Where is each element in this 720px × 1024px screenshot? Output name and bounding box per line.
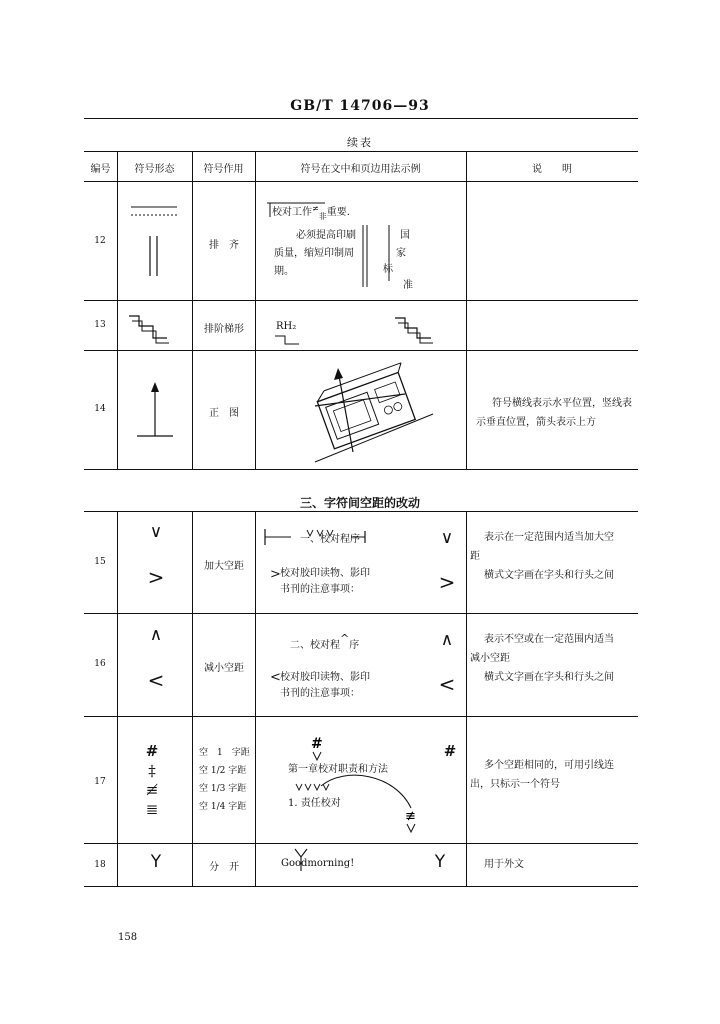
example-line: 第一章校对职责和方法 bbox=[288, 764, 388, 775]
symbol-use-label: 排阶梯形 bbox=[204, 324, 244, 335]
column-header-example: 符号在文中和页边用法示例 bbox=[300, 164, 421, 175]
example-line: 必须提高印刷 bbox=[296, 230, 356, 241]
column-header-note: 说 明 bbox=[532, 164, 572, 175]
rotated-device-illustration bbox=[255, 350, 466, 469]
symbol-use-label: 减小空距 bbox=[204, 663, 244, 674]
margin-char: 准 bbox=[403, 280, 413, 291]
continuation-label: 续表 bbox=[347, 136, 373, 149]
increase-space-marks bbox=[255, 511, 466, 613]
margin-char: 家 bbox=[396, 248, 406, 259]
svg-text:≢: ≢ bbox=[405, 809, 416, 824]
usage-item: 空 1/2 字距 bbox=[199, 766, 247, 776]
example-line: 校对胶印读物、影印 bbox=[280, 568, 370, 579]
example-line: 一、校对程序 bbox=[300, 534, 360, 545]
caret-mark: ^ bbox=[340, 632, 350, 645]
column-divider bbox=[192, 151, 193, 469]
section-heading: 三、字符间空距的改动 bbox=[299, 496, 420, 510]
note-line: 表示在一定范围内适当加大空 bbox=[484, 532, 614, 543]
symbol-use-label: 正 图 bbox=[209, 408, 239, 419]
increase-space-symbol: ∨ bbox=[149, 522, 163, 542]
space-third-symbol: ≢ bbox=[145, 781, 159, 799]
usage-list bbox=[199, 744, 250, 816]
example-line: 校对工作 bbox=[272, 207, 312, 218]
note-line: 多个空距相同的，可用引线连 bbox=[484, 760, 614, 771]
note-line: 出，只标示一个符号 bbox=[470, 779, 560, 790]
row-number: 14 bbox=[94, 404, 106, 414]
row-number: 13 bbox=[94, 320, 106, 330]
margin-symbol: Y bbox=[434, 852, 446, 872]
note-line: 用于外文 bbox=[484, 859, 524, 870]
note-text bbox=[484, 855, 634, 874]
table-top-rule bbox=[84, 151, 638, 152]
row-number: 18 bbox=[94, 860, 106, 870]
margin-symbol: # bbox=[443, 742, 457, 760]
column-header-symbol-form: 符号形态 bbox=[134, 164, 175, 175]
example-line: 1. 责任校对 bbox=[288, 798, 341, 809]
example-sub: 非 bbox=[318, 212, 327, 221]
margin-char: 国 bbox=[400, 230, 410, 241]
usage-item: 空 1/3 字距 bbox=[199, 784, 247, 794]
insert-mark: < bbox=[270, 670, 281, 685]
column-divider bbox=[466, 511, 467, 886]
decrease-space-symbol: < bbox=[147, 668, 165, 692]
margin-symbol: ∨ bbox=[440, 528, 454, 548]
example-part: 二、校对程 bbox=[290, 640, 340, 651]
stair-example-marks bbox=[255, 300, 466, 350]
row-number: 16 bbox=[94, 659, 106, 669]
strike-mark: ≠ bbox=[312, 204, 319, 213]
upright-symbol bbox=[117, 350, 192, 469]
symbol-use-label: 加大空距 bbox=[204, 561, 244, 572]
note-text bbox=[476, 394, 634, 432]
row-rule bbox=[84, 469, 638, 470]
row-number: 12 bbox=[94, 236, 106, 246]
row-number: 15 bbox=[94, 557, 106, 567]
note-text bbox=[470, 756, 634, 794]
svg-text:#: # bbox=[311, 736, 323, 752]
symbol-use-label: 排 齐 bbox=[209, 240, 239, 251]
insert-mark: > bbox=[270, 567, 281, 582]
column-divider bbox=[117, 511, 118, 886]
increase-space-symbol: > bbox=[147, 565, 165, 589]
note-line: 表示不空或在一定范围内适当 bbox=[484, 634, 614, 645]
symbol-use-label: 分 开 bbox=[209, 862, 239, 873]
example-text: RH₂ bbox=[276, 321, 297, 332]
example-tail: 重要. bbox=[326, 207, 350, 218]
usage-item: 空 1 字距 bbox=[199, 748, 250, 758]
page-number: 158 bbox=[118, 932, 138, 943]
example-line: 质量，缩短印制周 bbox=[274, 248, 354, 259]
space-half-symbol: ‡ bbox=[148, 762, 156, 780]
note-line: 距 bbox=[470, 551, 480, 562]
note-text bbox=[470, 528, 634, 585]
align-symbol bbox=[117, 181, 192, 300]
example-line: 校对胶印读物、影印 bbox=[280, 672, 370, 683]
note-line: 示垂直位置，箭头表示上方 bbox=[476, 417, 596, 428]
example-line: Goodmorning! bbox=[281, 858, 355, 869]
usage-item: 空 1/4 字距 bbox=[199, 802, 247, 812]
row-number: 17 bbox=[94, 777, 106, 787]
column-header-symbol-use: 符号作用 bbox=[203, 164, 244, 175]
space-one-symbol: # bbox=[145, 742, 159, 760]
note-line: 减小空距 bbox=[470, 653, 510, 664]
example-text bbox=[272, 203, 350, 222]
margin-symbol: ∧ bbox=[440, 630, 454, 650]
separate-symbol: Y bbox=[150, 852, 162, 872]
align-example-marks bbox=[255, 181, 466, 300]
header-rule bbox=[84, 118, 638, 119]
note-line: 横式文字画在字头和行头之间 bbox=[484, 570, 614, 581]
note-text bbox=[470, 630, 634, 687]
margin-char: 标 bbox=[383, 264, 393, 275]
decrease-space-symbol: ∧ bbox=[149, 625, 163, 645]
note-line: 横式文字画在字头和行头之间 bbox=[484, 672, 614, 683]
space-quarter-symbol: ≣ bbox=[145, 800, 159, 818]
example-line bbox=[290, 632, 359, 651]
example-line: 期。 bbox=[274, 266, 294, 277]
row-rule bbox=[84, 613, 638, 614]
column-header-number: 编号 bbox=[90, 164, 111, 175]
standard-code: GB/T 14706—93 bbox=[290, 98, 430, 114]
example-line: 书刊的注意事项： bbox=[280, 688, 360, 699]
note-line: 符号横线表示水平位置，竖线表 bbox=[492, 398, 632, 409]
multi-space-marks bbox=[255, 716, 466, 843]
stair-symbol bbox=[117, 300, 192, 350]
example-line: 书刊的注意事项： bbox=[280, 584, 360, 595]
margin-symbol: < bbox=[438, 672, 456, 696]
column-divider bbox=[466, 151, 467, 469]
margin-symbol: > bbox=[438, 570, 456, 594]
table-bottom-rule bbox=[84, 886, 638, 887]
example-part: 序 bbox=[349, 640, 360, 651]
